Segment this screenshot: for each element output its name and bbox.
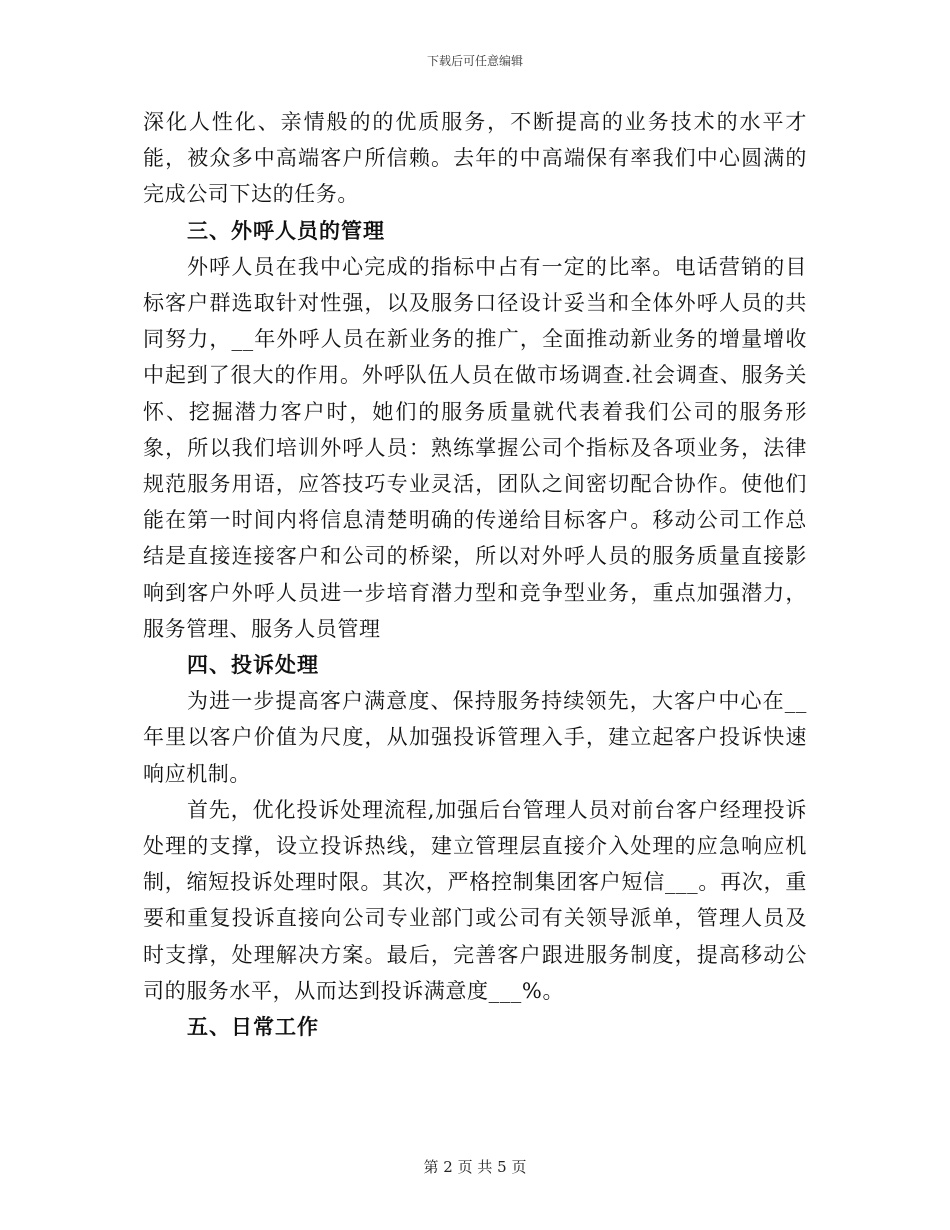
section-heading-outbound-staff: 三、外呼人员的管理: [187, 217, 385, 243]
page-header: 下载后可任意编辑: [426, 54, 523, 68]
document-body: [143, 104, 807, 1045]
paragraph-continuation: 深化人性化、亲情般的的优质服务，不断提高的业务技术的水平才能，被众多中高端客户所信赖。去年的中高端保有率我们中心圆满的完成公司下达的任务。: [143, 110, 807, 207]
paragraph-outbound-staff: 外呼人员在我中心完成的指标中占有一定的比率。电话营销的目标客户群选取针对性强，以及服务口径设计妥当和全体外呼人员的共同努力，__年外呼人员在新业务的推广，全面推动新业务的增量增收中起到了很大的作用。外呼队伍人员在做市场调查.社会调查、服务关怀、挖掘潜力客户时，她们的服务质量就代表着我们公司的服务形象，所以我们培训外呼人员：熟练掌握公司个指标及各项业务，法律规范服务用语，应答技巧专业灵活，团队之间密切配合协作。使他们能在第一时间内将信息清楚明确的传递给目标客户。移动公司工作总结是直接连接客户和公司的桥梁，所以对外呼人员的服务质量直接影响到客户外呼人员进一步培育潜力型和竞争型业务，重点加强潜力，服务管理、服务人员管理: [143, 254, 807, 641]
page-footer: 第 2 页 共 5 页: [423, 1158, 527, 1176]
section-heading-complaints: 四、投诉处理: [187, 652, 319, 678]
section-heading-daily-work: 五、日常工作: [187, 1014, 319, 1040]
paragraph-complaints-measures: 首先，优化投诉处理流程,加强后台管理人员对前台客户经理投诉处理的支撑，设立投诉热线，建立管理层直接介入处理的应急响应机制，缩短投诉处理时限。其次，严格控制集团客户短信___。再次，重要和重复投诉直接向公司专业部门或公司有关领导派单，管理人员及时支撑，处理解决方案。最后，完善客户跟进服务制度，提高移动公司的服务水平，从而达到投诉满意度___%。: [143, 797, 807, 1003]
paragraph-complaints-intro: 为进一步提高客户满意度、保持服务持续领先，大客户中心在__年里以客户价值为尺度，从加强投诉管理入手，建立起客户投诉快速响应机制。: [143, 689, 807, 786]
